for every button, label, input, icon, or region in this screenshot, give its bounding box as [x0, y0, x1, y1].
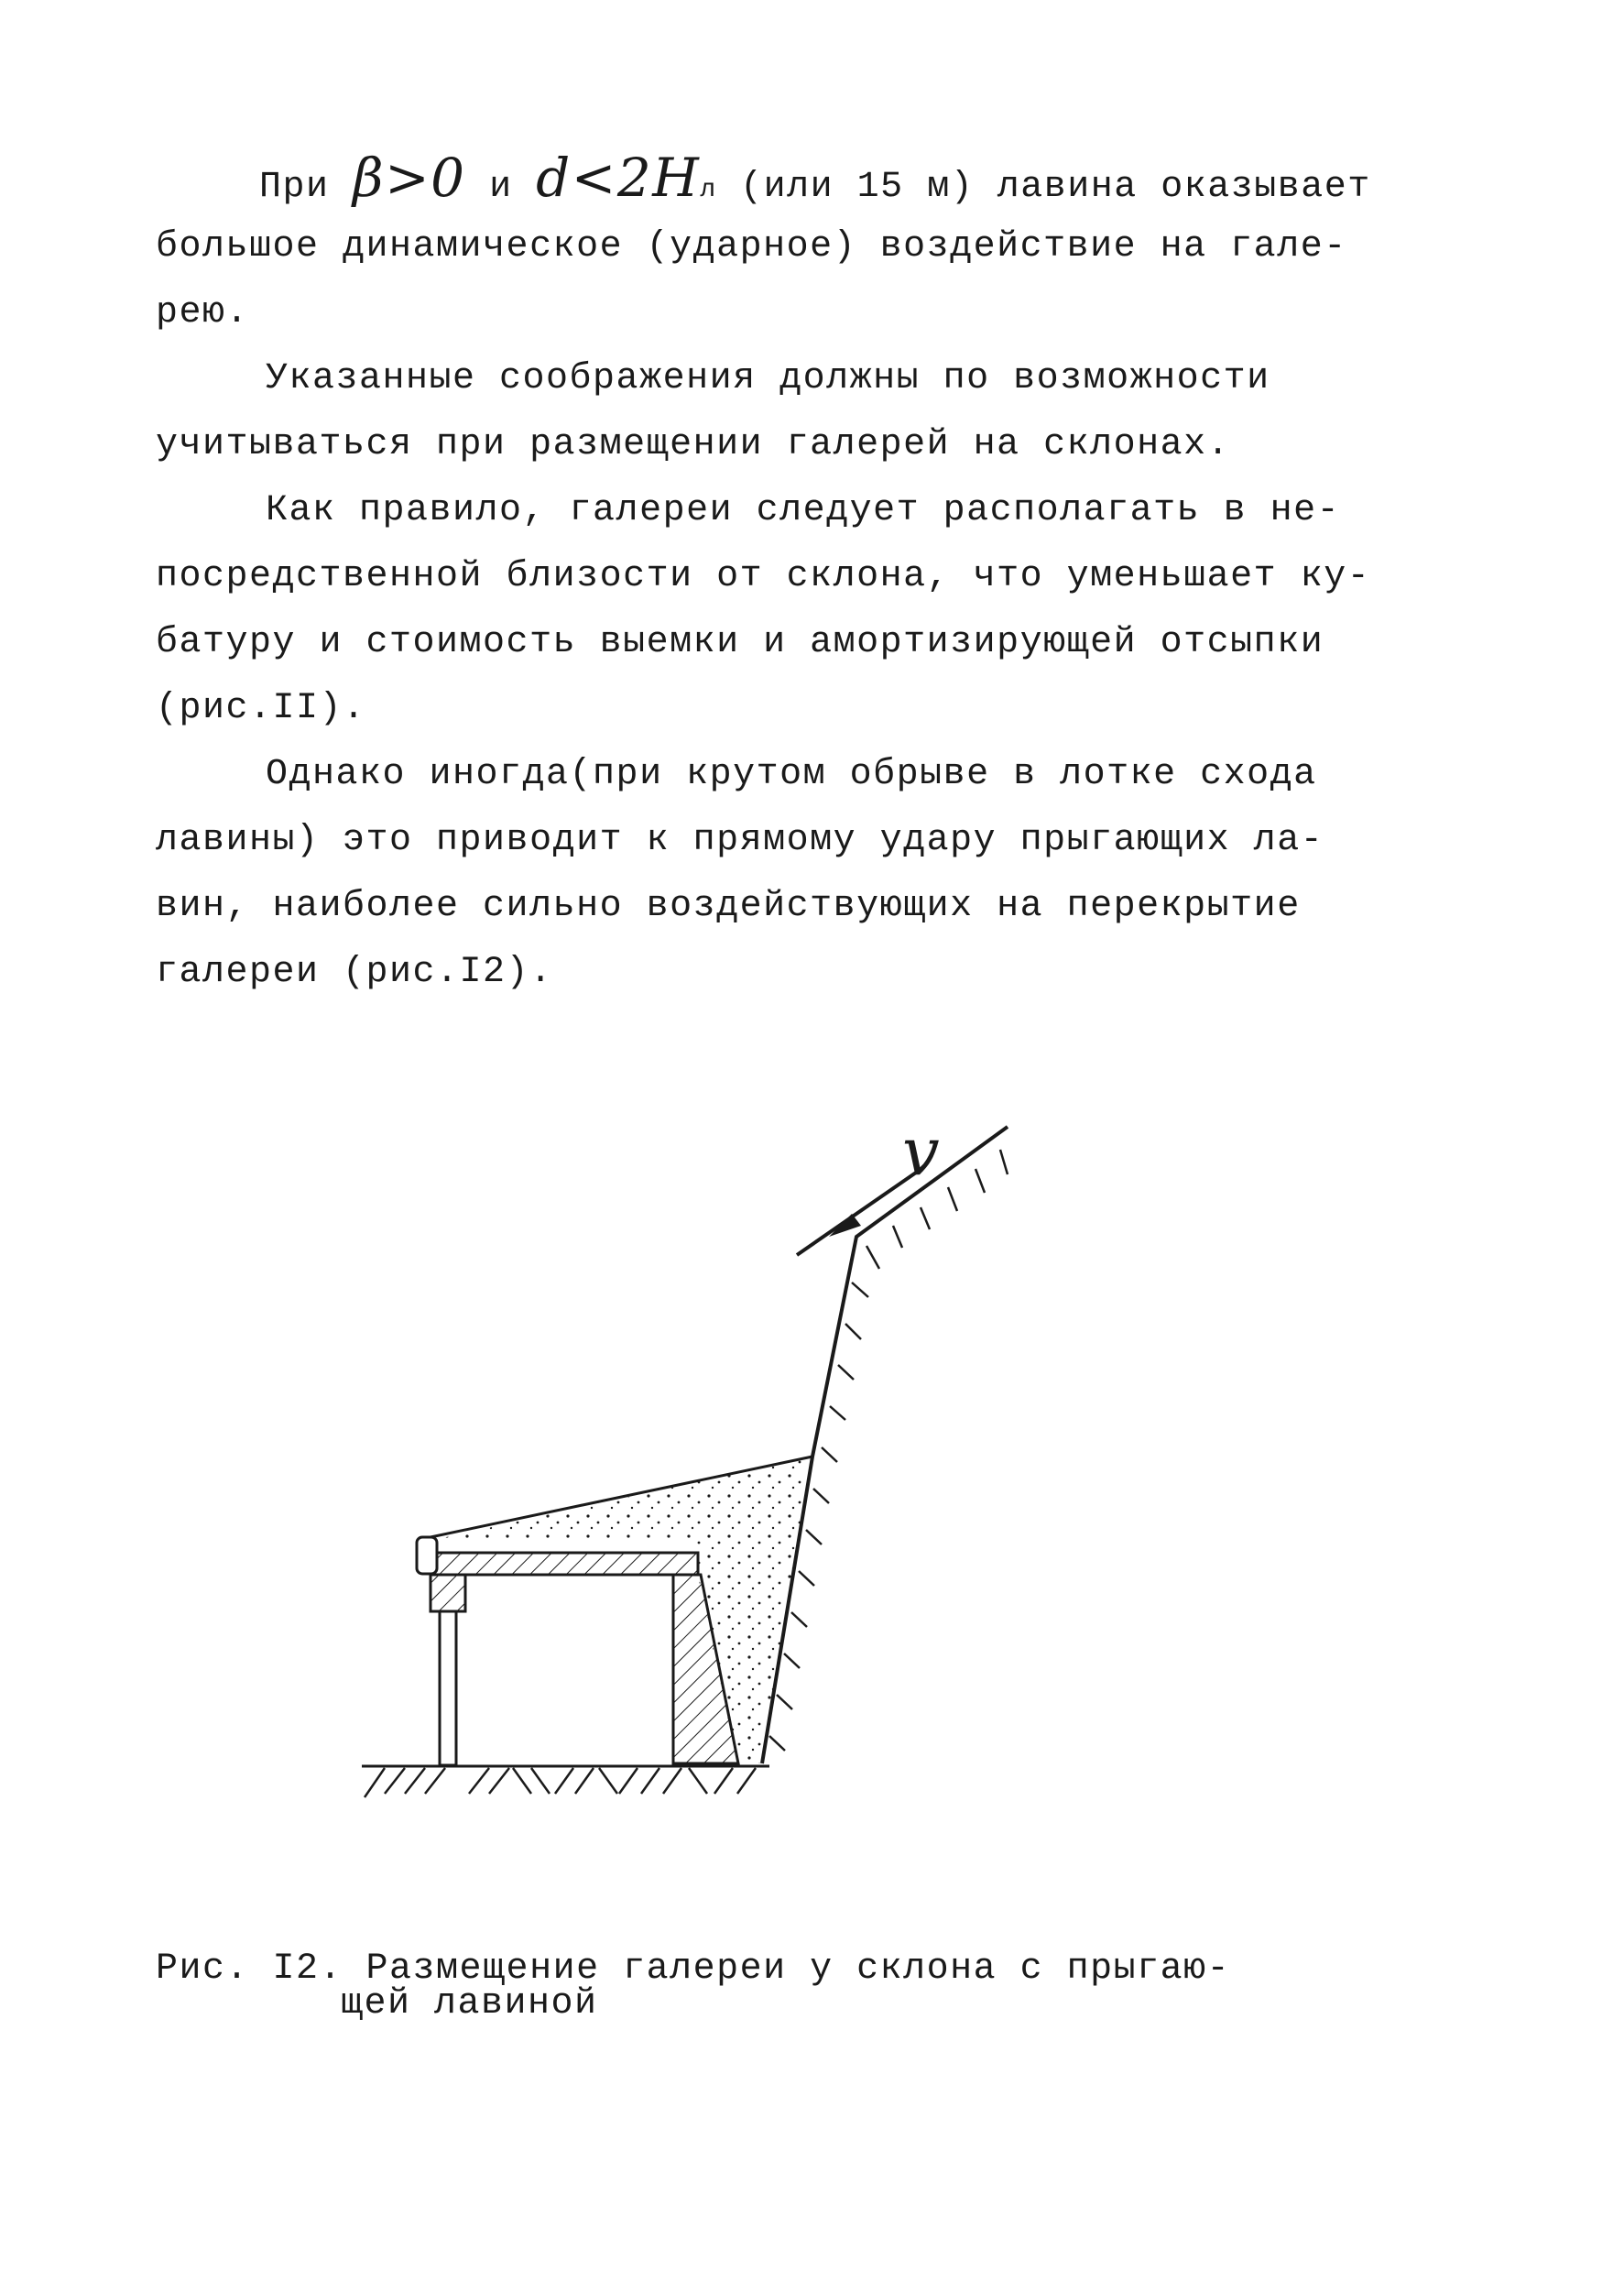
column-capital [431, 1575, 465, 1611]
formula-sub: л [700, 176, 717, 204]
p3-line-4: (рис.II). [156, 688, 366, 729]
slope-hatching [769, 1150, 1008, 1751]
roof-edge-curb [417, 1537, 437, 1574]
column-shaft [440, 1611, 456, 1765]
figure-caption-line-1: Рис. I2. Размещение галереи у склона с прыгаю- [156, 1948, 1231, 1990]
p1-rest: (или 15 м) лавина оказывает [740, 167, 1371, 208]
gallery-roof-slab [431, 1553, 698, 1575]
p4-line-1: Однако иногда(при крутом обрыве в лотке схода [266, 754, 1317, 795]
velocity-arrow-head [829, 1214, 861, 1237]
velocity-label: v [902, 1113, 940, 1190]
formula-d: d<2H [536, 147, 701, 209]
formula-beta: β>0 [353, 147, 466, 209]
p3-line-1: Как правило, галереи следует располагать в не- [266, 490, 1341, 531]
p3-line-2: посредственной близости от склона, что уменьшает ку- [156, 556, 1371, 597]
p1-word-pri: При [259, 167, 330, 208]
p2-line-1: Указанные соображения должны по возможности [266, 358, 1270, 399]
snow-backfill [438, 1457, 812, 1763]
p4-line-4: галереи (рис.I2). [156, 952, 553, 993]
p2-line-2: учитываться при размещении галерей на склонах. [156, 424, 1231, 465]
p1-line-2: большое динамическое (ударное) воздействие на гале- [156, 226, 1347, 267]
p1-word-i: и [489, 167, 513, 208]
p4-line-3: вин, наиболее сильно воздействующих на перекрытие [156, 886, 1301, 927]
p1-line-3: рею. [156, 292, 250, 333]
p3-line-3: батуру и стоимость выемки и амортизирующей отсыпки [156, 622, 1324, 663]
ground-hatching [365, 1768, 756, 1797]
figure-caption-line-2: щей лавиной [341, 1983, 598, 2025]
p4-line-2: лавины) это приводит к прямому удару прыгающих ла- [156, 820, 1324, 861]
